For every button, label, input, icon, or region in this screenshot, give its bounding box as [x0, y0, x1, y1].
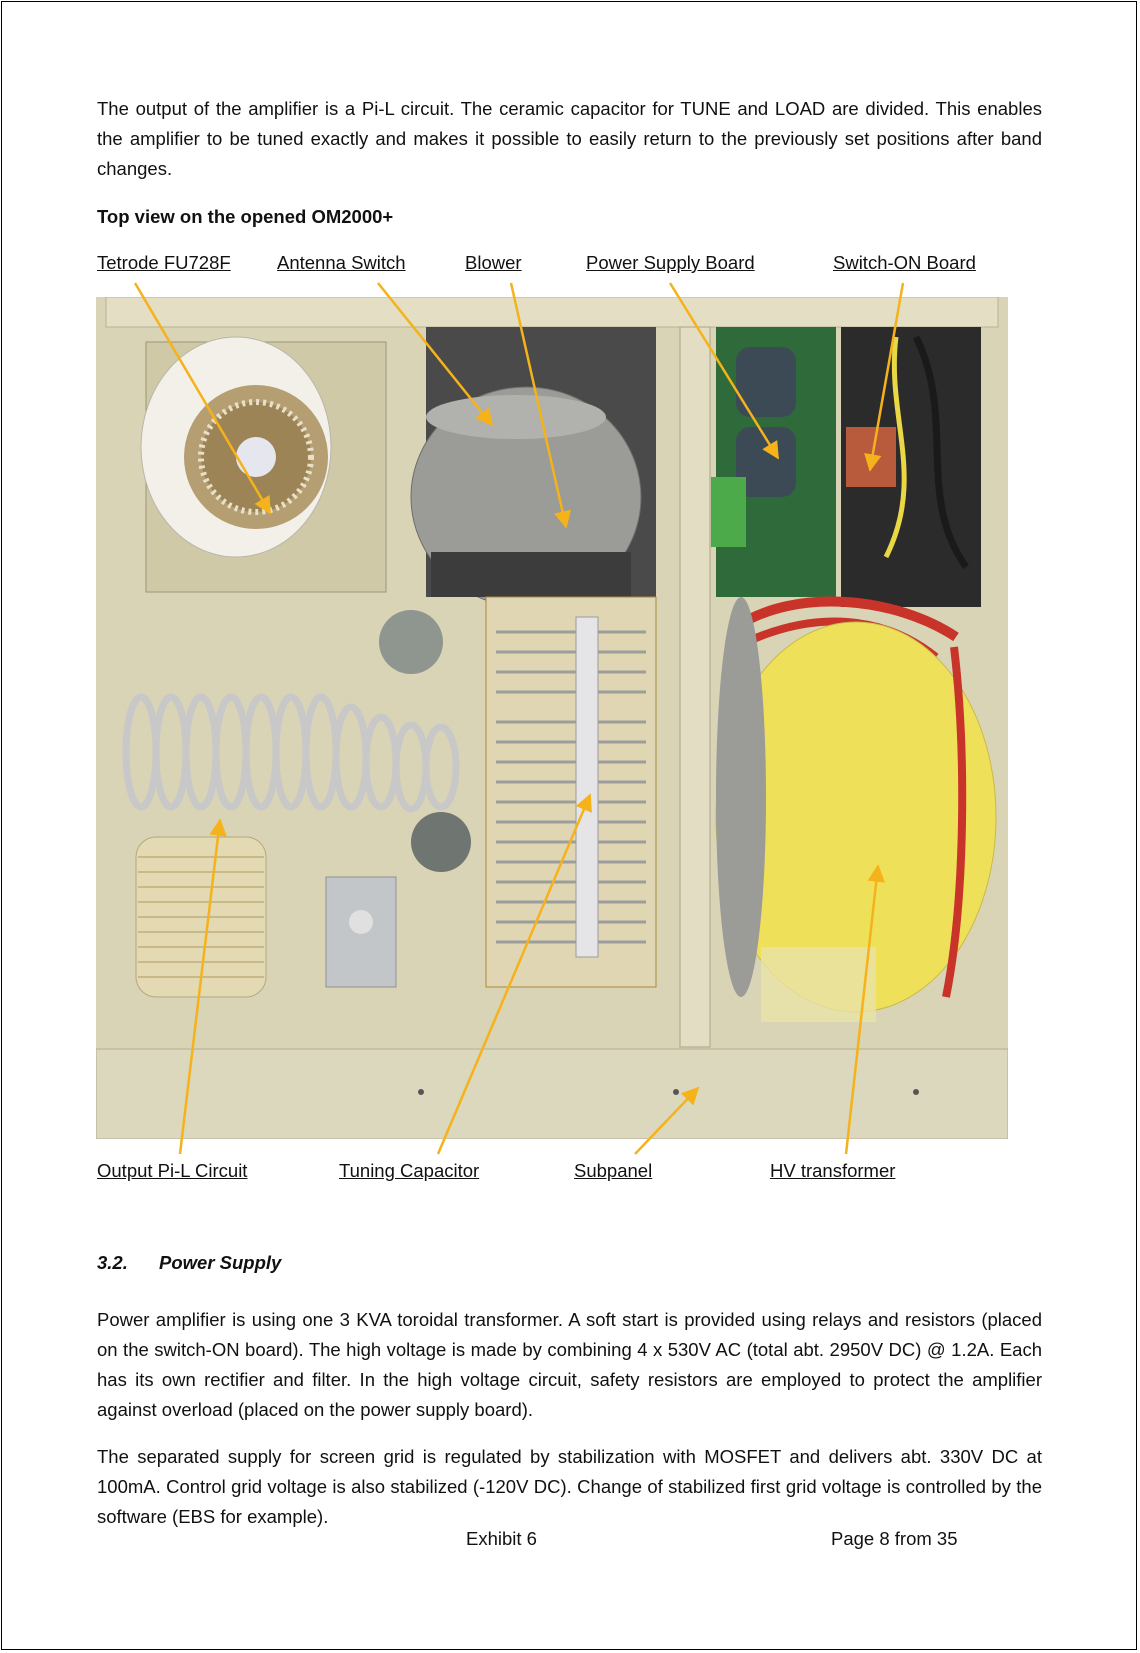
intro-paragraph: The output of the amplifier is a Pi-L circuit. The ceramic capacitor for TUNE and LOAD are divided. This enables the amplifier to be tuned exactly and makes it possible to easily return to the previously set positions after band changes. — [97, 98, 1042, 179]
label-blower: Blower — [465, 252, 522, 273]
label-tetrode: Tetrode FU728F — [97, 252, 231, 273]
section-number: 3.2. — [97, 1252, 128, 1273]
label-tuning-capacitor: Tuning Capacitor — [339, 1160, 480, 1181]
footer-page-number: Page 8 from 35 — [831, 1528, 958, 1549]
label-subpanel: Subpanel — [574, 1160, 653, 1181]
label-antenna-switch: Antenna Switch — [277, 252, 406, 273]
label-power-supply-board: Power Supply Board — [586, 252, 755, 273]
label-switch-on-board: Switch-ON Board — [833, 252, 976, 273]
power-supply-paragraph-1: Power amplifier is using one 3 KVA toroidal transformer. A soft start is provided using relays and resistors (placed on the switch-ON board). The high voltage is made by combining 4 x 530V AC (total abt. 2950V DC) @ 1.2A. Each has its own rectifier and filter. In the high voltage circuit, safety resistors are employed to protect the amplifier against overload (placed on the power supply board). — [97, 1309, 1042, 1420]
amplifier-top-view-photo — [96, 297, 1008, 1139]
figure-heading: Top view on the opened OM2000+ — [97, 206, 394, 227]
power-supply-paragraph-2: The separated supply for screen grid is regulated by stabilization with MOSFET and delivers abt. 330V DC at 100mA. Control grid voltage is also stabilized (-120V DC). Change of stabilized first grid voltage is controlled by the software (EBS for example). — [97, 1446, 1042, 1527]
label-output-pil-circuit: Output Pi-L Circuit — [97, 1160, 248, 1181]
label-hv-transformer: HV transformer — [770, 1160, 896, 1181]
footer-exhibit: Exhibit 6 — [466, 1528, 537, 1549]
section-title: Power Supply — [159, 1252, 282, 1273]
